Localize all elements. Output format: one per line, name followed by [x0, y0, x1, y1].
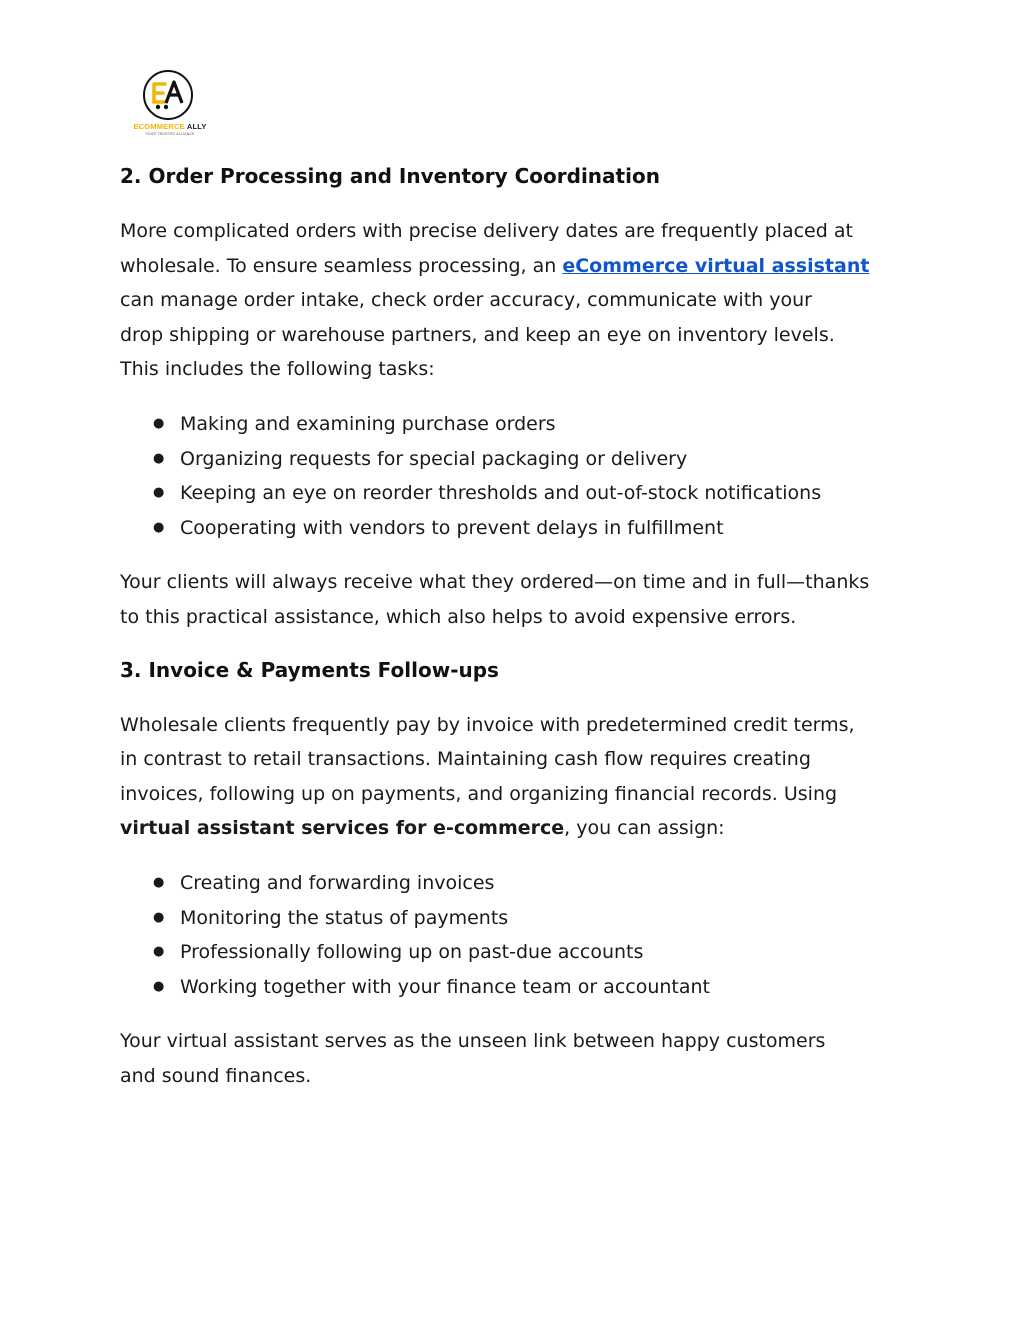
intro-line: virtual assistant services for e-commerce, you can assign:	[120, 817, 725, 840]
intro-line: More complicated orders with precise delivery dates are frequently placed at	[120, 220, 853, 242]
list-item: ● Making and examining purchase orders	[120, 407, 910, 442]
list-item: ● Keeping an eye on reorder thresholds and out-of-stock notifications	[120, 476, 910, 511]
bullet-icon: ●	[153, 909, 165, 925]
outro-line: and sound finances.	[120, 1064, 312, 1087]
logo-emblem	[143, 70, 193, 120]
intro-line: wholesale. To ensure seamless processing, an eCommerce virtual assistant	[120, 254, 870, 277]
list-item: ● Monitoring the status of payments	[120, 901, 910, 936]
intro-line: drop shipping or warehouse partners, and keep an eye on inventory levels.	[120, 323, 835, 346]
outro-line: Your clients will always receive what they ordered—on time and in full—thanks	[120, 571, 870, 594]
bold-phrase: virtual assistant services for e-commerce	[120, 817, 565, 840]
list-item: ● Organizing requests for special packaging or delivery	[120, 442, 910, 477]
list-item: ● Cooperating with vendors to prevent delays in fulfillment	[120, 511, 910, 546]
invoice-payments-outro	[120, 1024, 910, 1093]
section-heading-invoice-payments: 3. Invoice & Payments Follow-ups	[120, 657, 499, 682]
bullet-icon: ●	[153, 415, 165, 431]
ecommerce-ally-logo	[130, 70, 210, 140]
bullet-icon: ●	[153, 519, 165, 535]
ecommerce-virtual-assistant-link[interactable]: eCommerce virtual assistant	[562, 254, 870, 277]
intro-line: This includes the following tasks:	[120, 358, 435, 381]
document-body	[120, 160, 910, 1093]
intro-line: can manage order intake, check order accuracy, communicate with your	[120, 289, 812, 312]
logo-wordmark: ECOMMERCE ALLY	[133, 122, 207, 131]
bullet-icon: ●	[153, 874, 165, 890]
outro-line: Your virtual assistant serves as the unseen link between happy customers	[120, 1030, 826, 1053]
order-processing-task-list	[120, 407, 910, 545]
list-item: ● Professionally following up on past-due accounts	[120, 935, 910, 970]
list-item: ● Working together with your finance team or accountant	[120, 970, 910, 1005]
intro-line: Wholesale clients frequently pay by invoice with predetermined credit terms,	[120, 713, 855, 736]
order-processing-outro	[120, 565, 910, 634]
section-heading-order-processing: 2. Order Processing and Inventory Coordination	[120, 164, 660, 188]
invoice-payments-task-list	[120, 866, 910, 1004]
list-item: ● Creating and forwarding invoices	[120, 866, 910, 901]
order-processing-intro	[120, 214, 910, 387]
bullet-icon: ●	[153, 485, 165, 501]
logo-tagline: YOUR TRUSTED ALLIANCE	[145, 132, 195, 136]
bullet-icon: ●	[153, 450, 165, 466]
cart-logo-icon	[149, 76, 187, 114]
intro-line: invoices, following up on payments, and organizing financial records. Using	[120, 782, 838, 805]
outro-line: to this practical assistance, which also helps to avoid expensive errors.	[120, 605, 797, 628]
bullet-icon: ●	[153, 978, 165, 994]
intro-line: in contrast to retail transactions. Maintaining cash flow requires creating	[120, 748, 811, 771]
bullet-icon: ●	[153, 944, 165, 960]
invoice-payments-intro	[120, 708, 910, 846]
